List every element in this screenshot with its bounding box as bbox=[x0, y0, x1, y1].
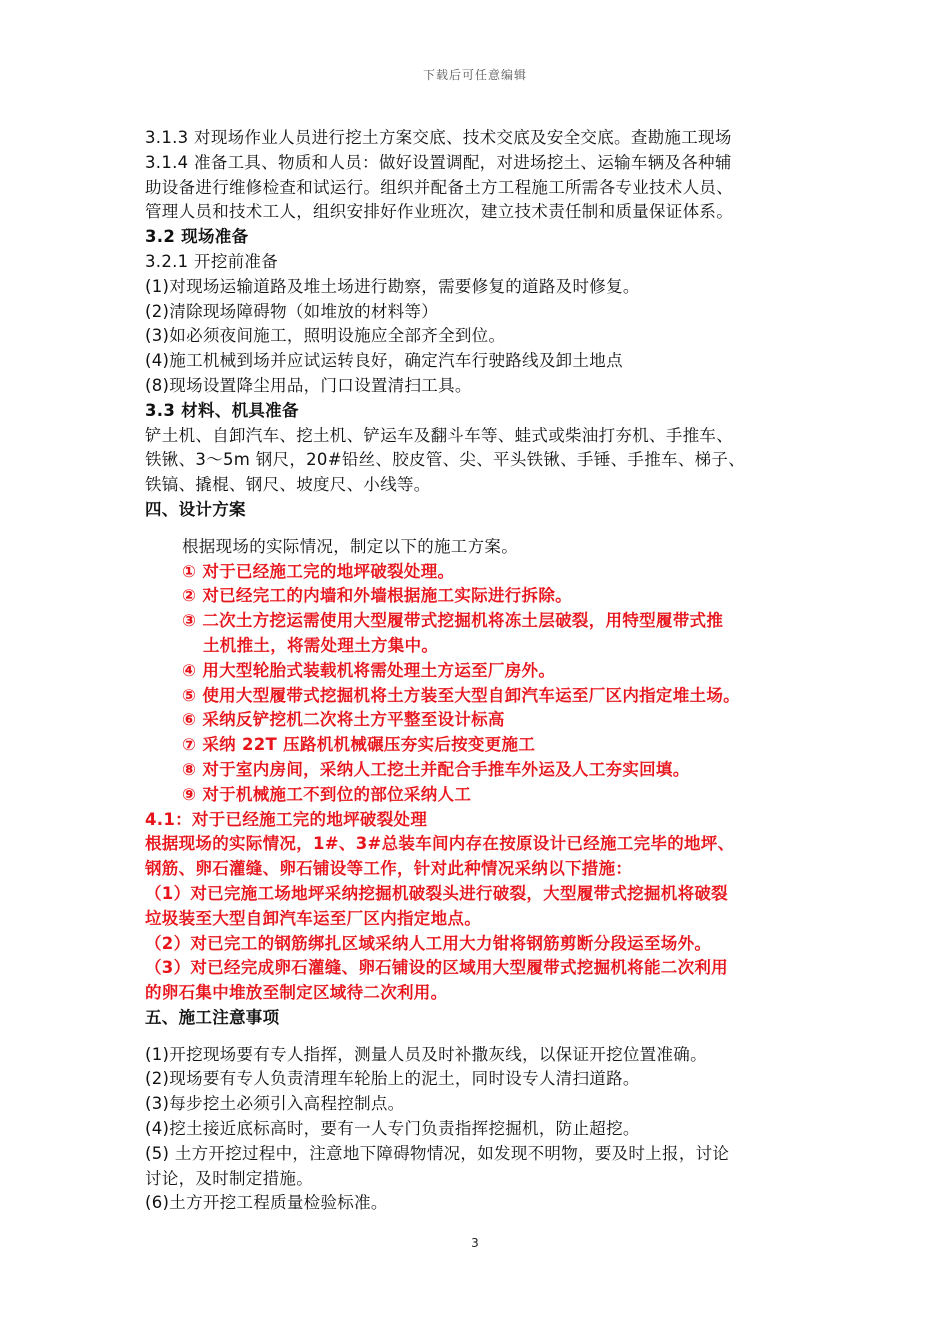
text-line: (2)现场要有专人负责清理车轮胎上的泥土，同时设专人清扫道路。 bbox=[145, 1069, 640, 1089]
text-line: (1)开挖现场要有专人指挥，测量人员及时补撒灰线，以保证开挖位置准确。 bbox=[145, 1044, 707, 1064]
paragraph-gap bbox=[145, 1031, 835, 1043]
document-body bbox=[145, 126, 835, 1216]
text-line: 根据现场的实际情况，制定以下的施工方案。 bbox=[182, 536, 518, 556]
plan-item: ⑥ 采纳反铲挖机二次将土方平整至设计标高 bbox=[182, 710, 505, 730]
section-heading: 3.3 材料、机具准备 bbox=[145, 400, 299, 420]
text-line: (3)如必须夜间施工，照明设施应全部齐全到位。 bbox=[145, 326, 506, 346]
plan-item: ⑤ 使用大型履带式挖掘机将土方装至大型自卸汽车运至厂区内指定堆土场。 bbox=[182, 685, 740, 705]
plan-item: ⑧ 对于室内房间，采纳人工挖土并配合手推车外运及人工夯实回填。 bbox=[182, 759, 690, 779]
highlight-line: 的卵石集中堆放至制定区域待二次利用。 bbox=[145, 983, 448, 1003]
section-heading: 五、施工注意事项 bbox=[145, 1007, 280, 1027]
text-line: 铁锹、3～5m 钢尺，20#铅丝、胶皮管、尖、平头铁锹、手锤、手推车、梯子、 bbox=[145, 450, 746, 470]
text-line: (1)对现场运输道路及堆土场进行勘察，需要修复的道路及时修复。 bbox=[145, 276, 640, 296]
text-line: 助设备进行维修检查和试运行。组织并配备土方工程施工所需各专业技术人员、 bbox=[145, 177, 733, 197]
text-line: 3.2.1 开挖前准备 bbox=[145, 251, 279, 271]
section-heading: 四、设计方案 bbox=[145, 499, 246, 519]
page-number: 3 bbox=[471, 1236, 479, 1250]
plan-item: ④ 用大型轮胎式装载机将需处理土方运至厂房外。 bbox=[182, 660, 556, 680]
text-line: 3.1.3 对现场作业人员进行挖土方案交底、技术交底及安全交底。查勘施工现场 bbox=[145, 128, 732, 147]
highlight-line: 根据现场的实际情况，1#、3#总装车间内存在按原设计已经施工完毕的地坪、 bbox=[145, 834, 735, 854]
plan-item-continuation: 土机推土，将需处理土方集中。 bbox=[203, 635, 439, 655]
paragraph-gap bbox=[145, 523, 835, 535]
section-heading: 3.2 现场准备 bbox=[145, 227, 249, 247]
text-line: 管理人员和技术工人，组织安排好作业班次，建立技术责任制和质量保证体系。 bbox=[145, 202, 733, 222]
highlight-line: （3）对已经完成卵石灌缝、卵石铺设的区域用大型履带式挖掘机将能二次利用 bbox=[145, 958, 728, 978]
text-line: 铁镐、撬棍、钢尺、坡度尺、小线等。 bbox=[145, 475, 431, 495]
page-header: 下载后可任意编辑 bbox=[422, 68, 527, 82]
text-line: 铲土机、自卸汽车、挖土机、铲运车及翻斗车等、蛙式或柴油打夯机、手推车、 bbox=[145, 425, 733, 445]
text-line: (4)施工机械到场并应试运转良好，确定汽车行驶路线及卸土地点 bbox=[145, 351, 623, 371]
text-line: (4)挖土接近底标高时，要有一人专门负责指挥挖掘机，防止超挖。 bbox=[145, 1119, 640, 1139]
text-line: (3)每步挖土必须引入高程控制点。 bbox=[145, 1094, 405, 1114]
highlight-line: （2）对已完工的钢筋绑扎区域采纳人工用大力钳将钢筋剪断分段运至场外。 bbox=[145, 933, 712, 953]
highlight-line: 钢筋、卵石灌缝、卵石铺设等工作，针对此种情况采纳以下措施： bbox=[145, 859, 633, 879]
plan-item: ⑦ 采纳 22T 压路机机械碾压夯实后按变更施工 bbox=[182, 735, 536, 755]
plan-item: ① 对于已经施工完的地坪破裂处理。 bbox=[182, 561, 455, 581]
text-line: 3.1.4 准备工具、物质和人员：做好设置调配，对进场挖土、运输车辆及各种辅 bbox=[145, 152, 732, 172]
highlight-line: 垃圾装至大型自卸汽车运至厂区内指定地点。 bbox=[145, 908, 481, 928]
plan-item: ③ 二次土方挖运需使用大型履带式挖掘机将冻土层破裂，用特型履带式推 bbox=[182, 611, 724, 631]
plan-item: ② 对已经完工的内墙和外墙根据施工实际进行拆除。 bbox=[182, 586, 572, 606]
text-line: (8)现场设置降尘用品，门口设置清扫工具。 bbox=[145, 375, 472, 395]
highlight-line: 4.1：对于已经施工完的地坪破裂处理 bbox=[145, 809, 428, 829]
text-line: (6)土方开挖工程质量检验标准。 bbox=[145, 1193, 388, 1213]
plan-item: ⑨ 对于机械施工不到位的部位采纳人工 bbox=[182, 784, 472, 804]
highlight-line: （1）对已完施工场地坪采纳挖掘机破裂头进行破裂，大型履带式挖掘机将破裂 bbox=[145, 883, 728, 903]
text-line: 讨论，及时制定措施。 bbox=[145, 1168, 313, 1188]
text-line: (2)清除现场障碍物（如堆放的材料等） bbox=[145, 301, 439, 321]
text-line: (5) 土方开挖过程中，注意地下障碍物情况，如发现不明物，要及时上报，讨论 bbox=[145, 1143, 730, 1163]
